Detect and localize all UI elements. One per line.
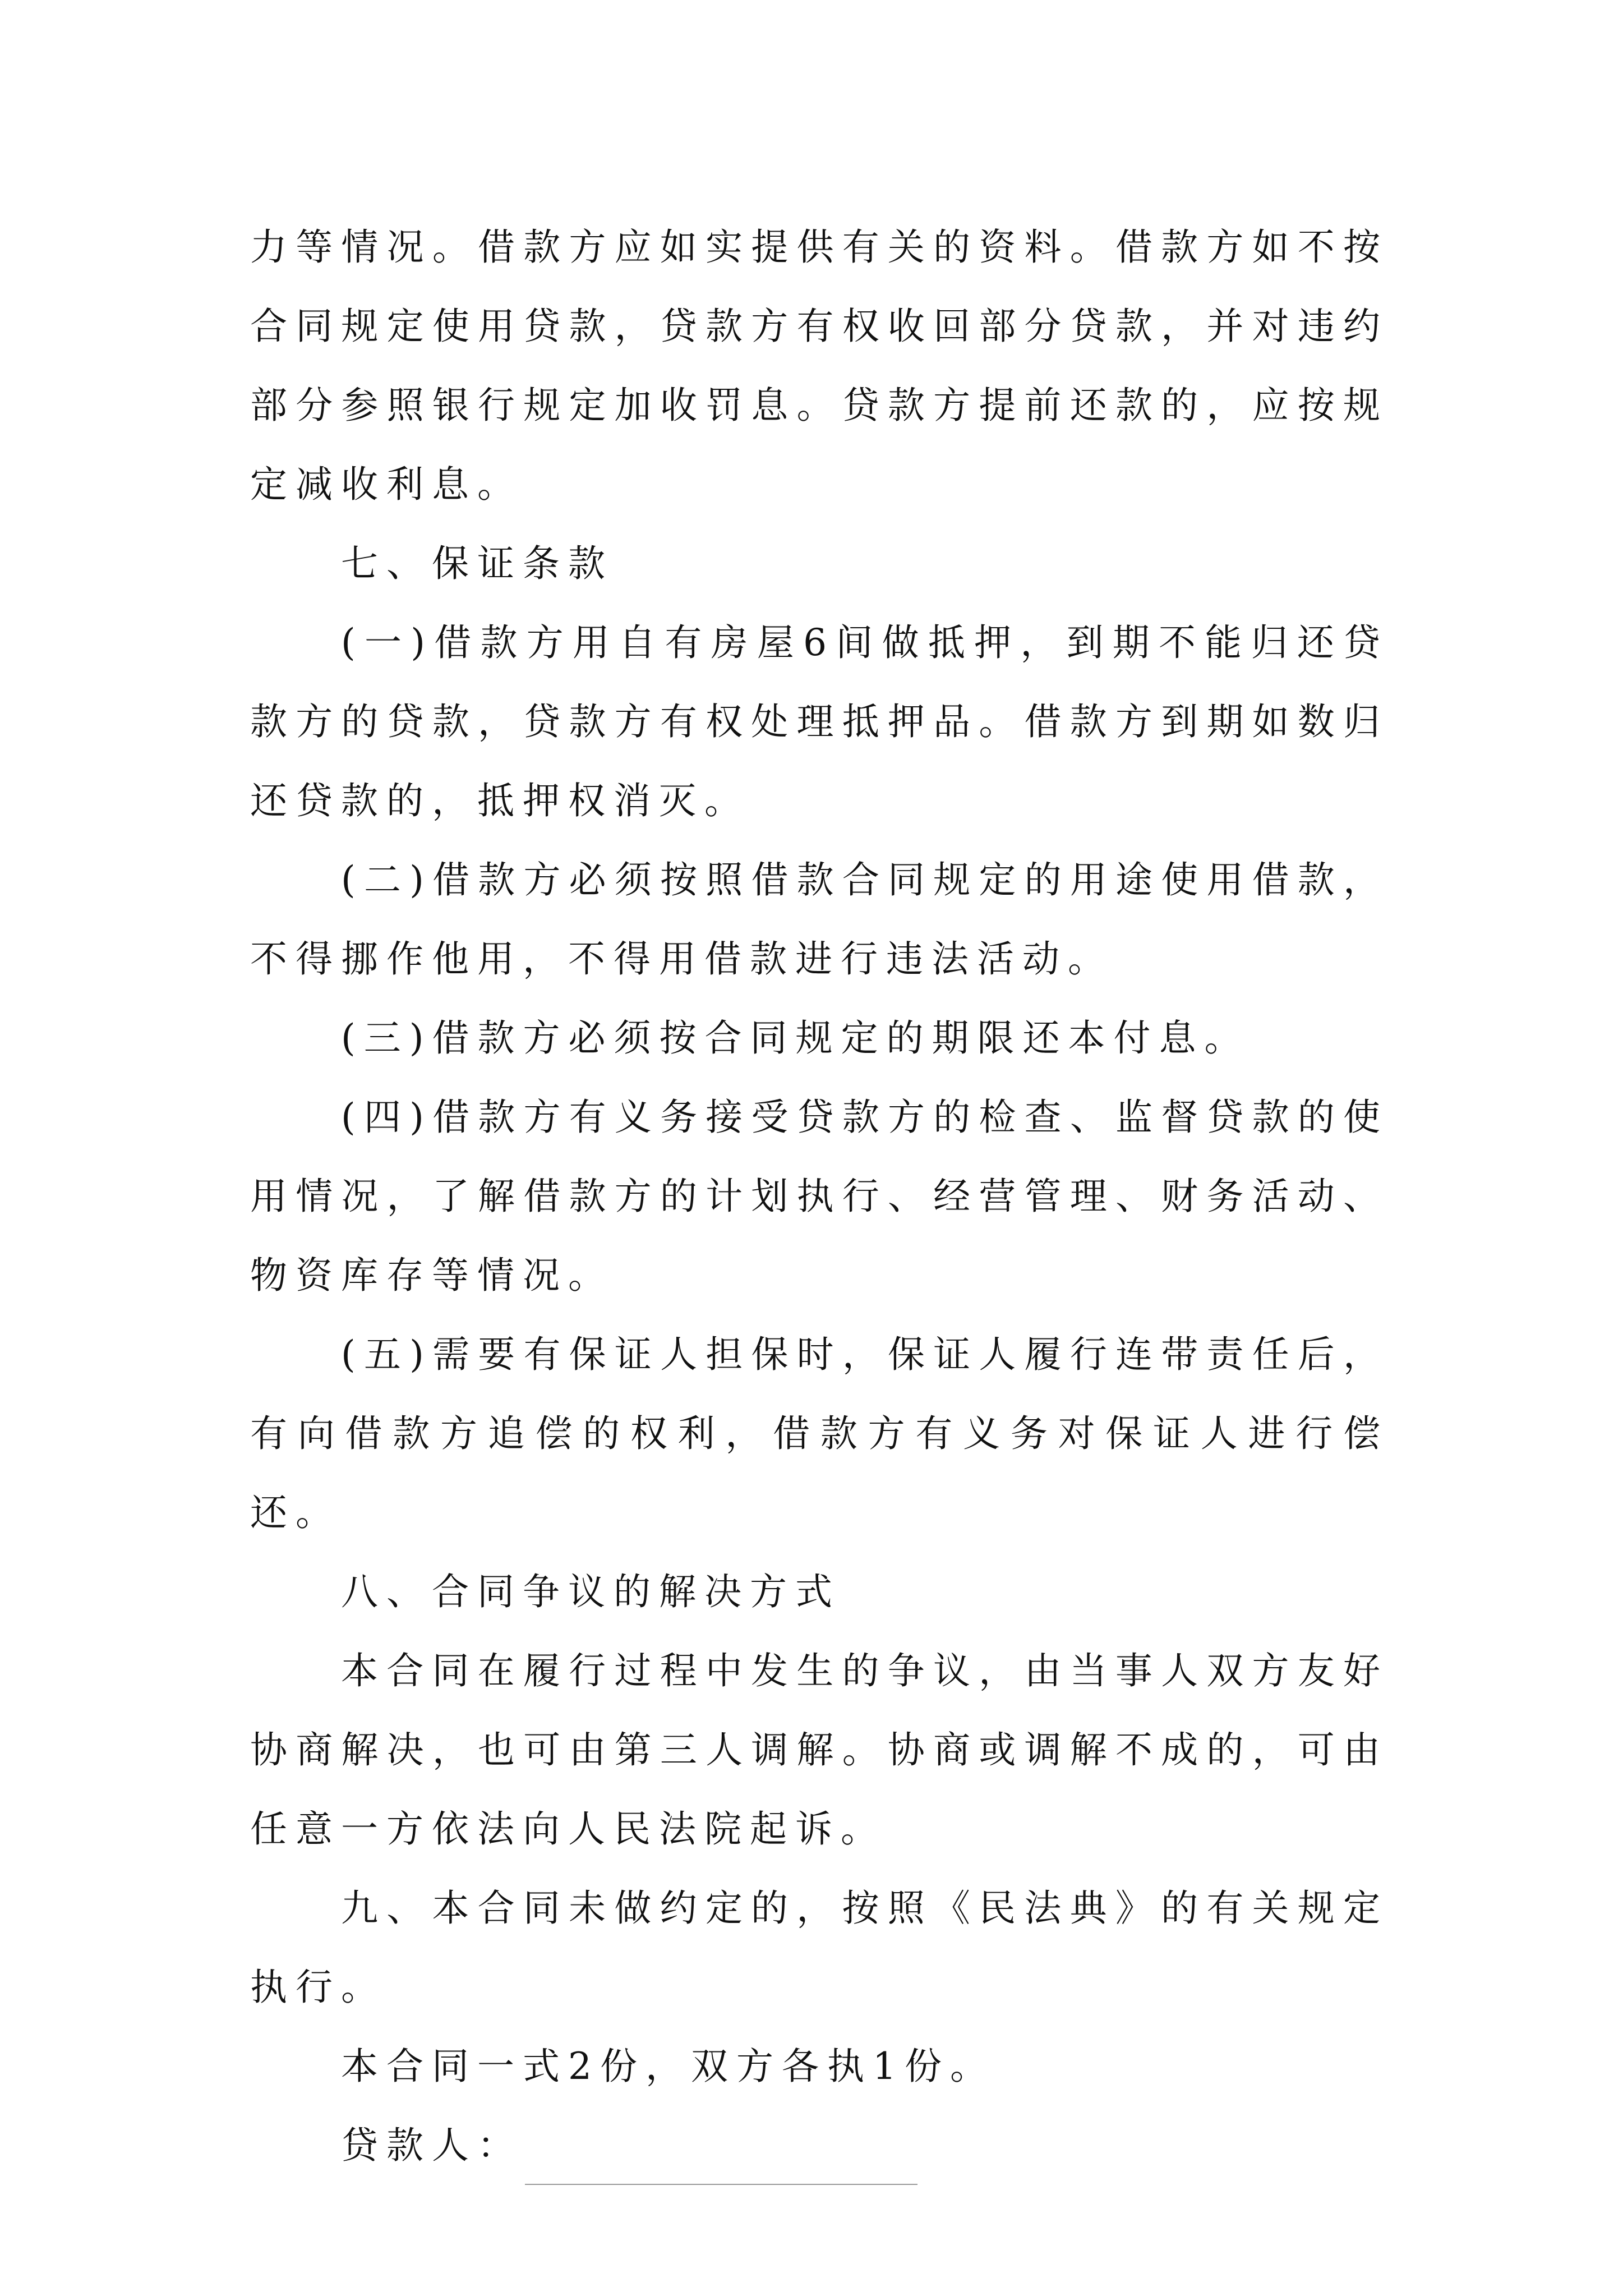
clause-loan-purpose: (二)借款方必须按照借款合同规定的用途使用借款，不得挪作他用，不得用借款进行违法活动。 [250, 858, 1389, 981]
section-civil-code: 九、本合同未做约定的，按照《民法典》的有关规定执行。 [250, 1887, 1389, 2009]
paragraph-copies: 本合同一式2份，双方各执1份。 [341, 2045, 995, 2088]
section-heading-guarantee-terms: 七、保证条款 [341, 542, 614, 585]
section-heading-dispute-resolution: 八、合同争议的解决方式 [341, 1570, 841, 1613]
document-body [250, 208, 1389, 2185]
clause-mortgage: (一)借款方用自有房屋6间做抵押，到期不能归还贷款方的贷款，贷款方有权处理抵押品。借款方到期如数归还贷款的，抵押权消灭。 [250, 621, 1389, 822]
clause-guarantor: (五)需要有保证人担保时，保证人履行连带责任后，有向借款方追偿的权利，借款方有义务对保证人进行偿还。 [250, 1333, 1389, 1534]
lender-signature-line [525, 2150, 917, 2185]
clause-repayment-term: (三)借款方必须按合同规定的期限还本付息。 [341, 1016, 1250, 1060]
paragraph-dispute-resolution: 本合同在履行过程中发生的争议，由当事人双方友好协商解决，也可由第三人调解。协商或调解不成的，可由任意一方依法向人民法院起诉。 [250, 1649, 1389, 1851]
lender-label: 贷款人： [341, 2124, 523, 2167]
lender-signature-row [250, 2106, 1389, 2185]
paragraph-usage-terms: 力等情况。借款方应如实提供有关的资料。借款方如不按合同规定使用贷款，贷款方有权收回部分贷款，并对违约部分参照银行规定加收罚息。贷款方提前还款的，应按规定减收利息。 [250, 226, 1389, 506]
clause-inspection: (四)借款方有义务接受贷款方的检查、监督贷款的使用情况，了解借款方的计划执行、经营管理、财务活动、物资库存等情况。 [250, 1096, 1389, 1297]
